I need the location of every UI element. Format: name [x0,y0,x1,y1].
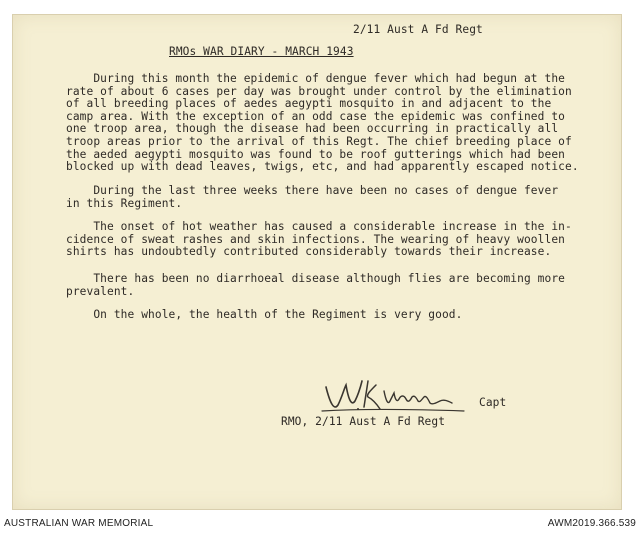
text-line: During the last three weeks there have been no cases of dengue fever [66,184,559,197]
paragraph-no-cases [66,185,611,210]
text-line: one troop area, though the disease had been occurring in practically all [66,122,559,136]
text-line: On the whole, the health of the Regiment is very good. [66,308,463,321]
text-line: During this month the epidemic of dengue fever which had begun at the [66,72,565,85]
paragraph-hot-weather [66,221,611,259]
paragraph-health [66,309,611,322]
paragraph-dengue [66,73,611,174]
text-line: of all breeding places of aedes aegypti mosquito in and adjacent to the [66,97,552,111]
unit-header: 2/11 Aust A Fd Regt [353,23,483,36]
text-line: cidence of sweat rashes and skin infections. The wearing of heavy woollen [66,232,565,246]
text-line: The onset of hot weather has caused a considerable increase in the in- [66,220,572,233]
text-line: There has been no diarrhoeal disease although flies are becoming more [66,272,565,285]
signature-rank: Capt [479,396,507,409]
document-title: RMOs WAR DIARY - MARCH 1943 [169,45,354,58]
accession-number: AWM2019.366.539 [547,518,636,529]
text-line: troop areas prior to the arrival of this Regt. The chief breeding place of [66,134,572,148]
diary-page [12,14,622,510]
text-line: prevalent. [66,284,135,298]
text-line: camp area. With the exception of an odd case the epidemic was confined to [66,109,565,123]
text-line: blocked up with dead leaves, twigs, etc, and had apparently escaped notice. [66,160,579,174]
paragraph-diarrhoeal [66,273,611,298]
archive-credit: AUSTRALIAN WAR MEMORIAL [4,518,154,529]
text-line: rate of about 6 cases per day was brought under control by the elimination [66,84,572,98]
signature-role: RMO, 2/11 Aust A Fd Regt [281,415,446,428]
text-line: in this Regiment. [66,196,183,210]
text-line: the aeded aegypti mosquito was found to be roof gutterings which had been [66,147,565,161]
text-line: shirts has undoubtedly contributed considerably towards their increase. [66,245,552,259]
